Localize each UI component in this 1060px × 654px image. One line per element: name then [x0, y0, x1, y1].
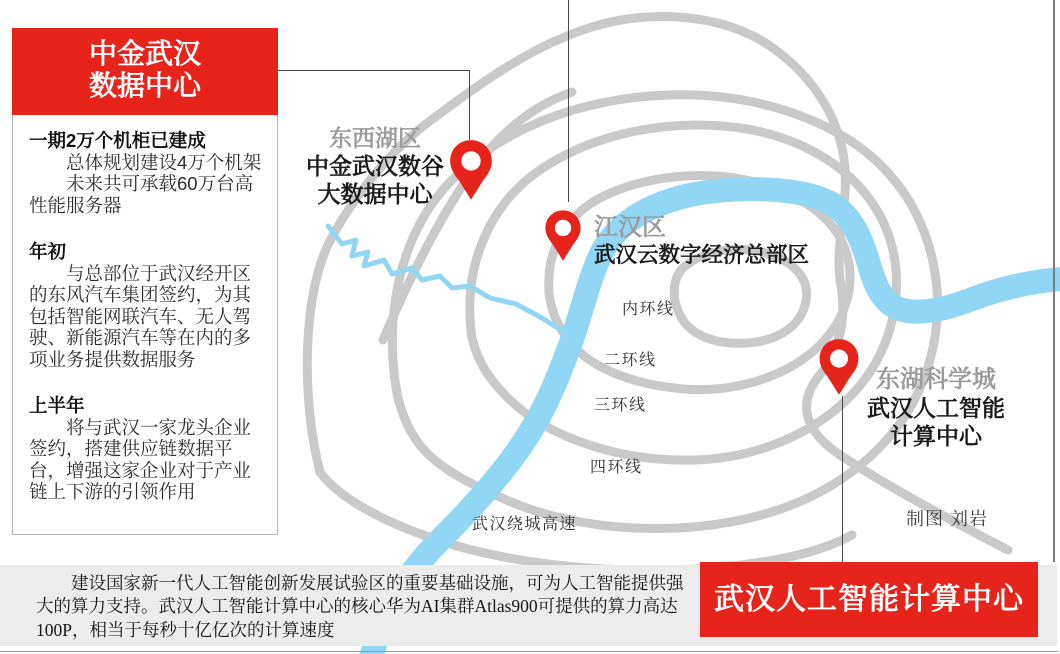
- datacenter-info-panel: [12, 115, 278, 535]
- section-paragraph: 总体规划建设4万个机架: [66, 151, 262, 173]
- pin-center-dot: [555, 220, 571, 236]
- ring-label-inner: 内环线: [622, 301, 675, 318]
- district-name: 东西湖区: [329, 125, 421, 151]
- pin-center-dot: [461, 151, 480, 170]
- ai-center-title: 武汉人工智能计算中心: [714, 583, 1024, 616]
- map-pin-dongxihu: [448, 139, 494, 202]
- cicc-datacenter-title-box: [12, 28, 278, 115]
- connector-titlebox-horizontal: [278, 70, 470, 71]
- ai-center-title-box: [700, 562, 1038, 637]
- connector-aibox-vertical: [842, 396, 843, 562]
- han-river-tributary: [328, 226, 578, 340]
- location-label-jianghan: [594, 214, 809, 268]
- section-heading: 一期2万个机柜已建成: [29, 130, 206, 151]
- credit-cartographer: 制图 刘岩: [906, 509, 989, 529]
- page-right-border: [1053, 0, 1055, 562]
- connector-jianghan-vertical: [568, 0, 569, 202]
- ring-label-third: 三环线: [594, 397, 647, 414]
- ring-label-expressway: 武汉绕城高速: [472, 516, 578, 533]
- connector-titlebox-vertical: [469, 70, 470, 140]
- pin-center-dot: [830, 350, 848, 368]
- panel-section-yearstart: [29, 241, 262, 370]
- district-name: 东湖科学城: [876, 366, 996, 393]
- bottom-rule: [0, 651, 1058, 652]
- ring-label-second: 二环线: [604, 352, 657, 369]
- panel-section-firsthalf: [29, 395, 262, 503]
- district-name: 江汉区: [594, 214, 666, 241]
- facility-name: 中金武汉数谷: [306, 153, 444, 179]
- section-heading: 上半年: [29, 395, 85, 416]
- ring-label-fourth: 四环线: [590, 459, 643, 476]
- section-paragraph: 与总部位于武汉经开区的东风汽车集团签约，为其包括智能网联汽车、无人驾驶、新能源汽车等在内的多项业务提供数据服务: [29, 262, 252, 370]
- facility-name: 大数据中心: [317, 181, 433, 207]
- title-line: 中金武汉: [88, 39, 201, 70]
- facility-name: 武汉人工智能: [867, 395, 1005, 421]
- facility-name: 武汉云数字经济总部区: [594, 243, 810, 267]
- section-paragraph: 将与武汉一家龙头企业签约，搭建供应链数据平台，增强这家企业对于产业链上下游的引领作用: [29, 416, 252, 502]
- panel-section-capacity: [29, 130, 262, 216]
- ai-center-note: 建设国家新一代人工智能创新发展试验区的重要基础设施，可为人工智能提供强大的算力支持。武汉人工智能计算中心的核心华为AI集群Atlas900可提供的算力高达100P，相当于每秒十亿亿次的计算速度: [36, 573, 684, 640]
- title-line: 数据中心: [88, 71, 201, 102]
- section-heading: 年初: [29, 241, 67, 262]
- location-label-dongxihu: [296, 124, 454, 208]
- section-paragraph: 未来共可承载60万台高性能服务器: [29, 173, 254, 216]
- map-pin-jianghan: [544, 209, 582, 263]
- location-label-donghu: [854, 366, 1018, 450]
- facility-name: 计算中心: [890, 423, 982, 449]
